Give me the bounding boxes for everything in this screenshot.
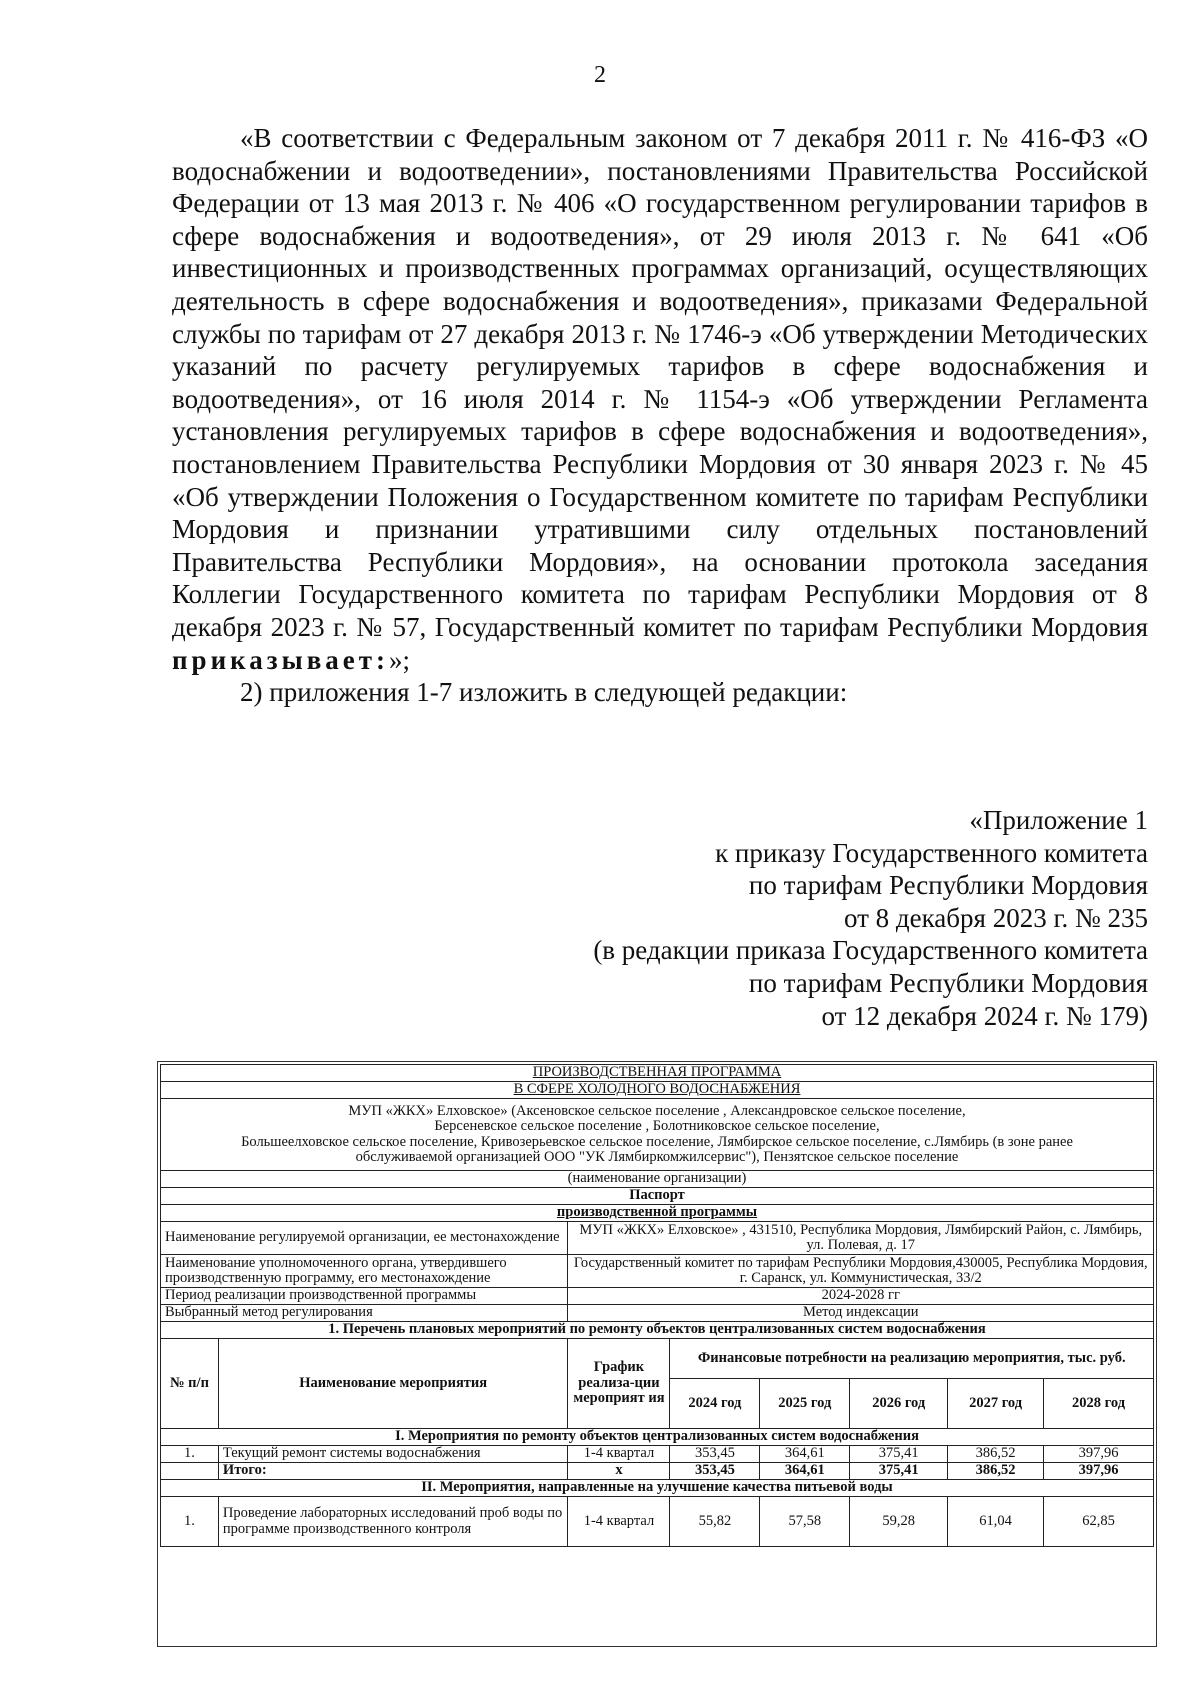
row-value: 375,41 <box>850 1446 948 1463</box>
total-row <box>161 1463 1154 1480</box>
column-header-name: Наименование мероприятия <box>218 1339 568 1429</box>
info-value: 2024-2028 гг <box>568 1288 1154 1305</box>
row-number: 1. <box>161 1497 219 1547</box>
column-header-schedule: График реализа-ции мероприят ия <box>568 1339 670 1429</box>
passport-title: Паспорт <box>161 1188 1154 1205</box>
year-header: 2027 год <box>948 1379 1044 1429</box>
info-row <box>161 1288 1154 1305</box>
row-value: 59,28 <box>850 1497 948 1547</box>
info-label: Выбранный метод регулирования <box>161 1305 568 1322</box>
appendix-line: от 8 декабря 2023 г. № 235 <box>843 902 1148 933</box>
total-empty-cell <box>161 1463 219 1480</box>
info-value: Метод индексации <box>568 1305 1154 1322</box>
preamble-bold-word: приказывает: <box>172 644 390 675</box>
table-subtitle: В СФЕРЕ ХОЛОДНОГО ВОДОСНАБЖЕНИЯ <box>161 1082 1154 1099</box>
row-value: 55,82 <box>670 1497 760 1547</box>
appendix-line: (в редакции приказа Государственного комитета <box>593 935 1148 966</box>
row-schedule: 1-4 квартал <box>568 1446 670 1463</box>
organization-line: Большеелховское сельское поселение, Кривозерьевское сельское поселение, Лямбирское сельское поселение, с.Лямбирь (в зоне ранее <box>241 1133 1073 1150</box>
year-header: 2025 год <box>760 1379 850 1429</box>
appendix-line: к приказу Государственного комитета <box>715 837 1148 868</box>
info-value: МУП «ЖКХ» Елховское» , 431510, Республика Мордовия, Лямбирский Район, с. Лямбирь, ул. Полевая, д. 17 <box>568 1222 1154 1255</box>
table-title-row <box>161 1065 1154 1082</box>
info-label: Наименование уполномоченного органа, утвердившего производственную программу, его местонахождение <box>161 1255 568 1288</box>
row-value: 57,58 <box>760 1497 850 1547</box>
year-header: 2024 год <box>670 1379 760 1429</box>
info-row <box>161 1255 1154 1288</box>
organization-caption-row <box>161 1171 1154 1188</box>
passport-row <box>161 1188 1154 1205</box>
appendix-line: от 12 декабря 2024 г. № 179) <box>821 1000 1148 1031</box>
organization-row <box>161 1099 1154 1171</box>
preamble-text: «В соответствии с Федеральным законом от 7 декабря 2011 г. № 416-ФЗ «О водоснабжении и водоотведении», постановлениями Правительства Российской Федерации от 13 мая 2013 г. № 406 «О государственном регулировании тарифов в сфере водоснабжения и водоотведения», от 29 июля 2013 г. № 641 «Об инвестиционных и производственных программах организаций, осуществляющих деятельность в сфере водоснабжения и водоотведения», приказами Федеральной службы по тарифам от 27 декабря 2013 г. № 1746-э «Об утверждении Методических указаний по расчету регулируемых тарифов в сфере водоснабжения и водоотведения», от 16 июля 2014 г. № 1154-э «Об утверждении Регламента установления регулируемых тарифов в сфере водоснабжения и водоотведения», постановлением Правительства Республики Мордовия от 30 января 2023 г. № 45 «Об утверждении Положения о Государственном комитете по тарифам Республики Мордовия и признании утратившими силу отдельных постановлений Правительства Республики Мордовия», на основании протокола заседания Коллегии Государственного комитета по тарифам Республики Мордовия от 8 декабря 2023 г. № 57, Государственный комитет по тарифам Республики Мордовия <box>172 123 1148 642</box>
row-name: Текущий ремонт системы водоснабжения <box>218 1446 568 1463</box>
column-header-finance: Финансовые потребности на реализацию мероприятия, тыс. руб. <box>670 1339 1154 1379</box>
subsection-row <box>161 1429 1154 1446</box>
row-schedule: 1-4 квартал <box>568 1497 670 1547</box>
row-value: 62,85 <box>1044 1497 1154 1547</box>
info-row <box>161 1222 1154 1255</box>
page-number: 2 <box>594 62 606 88</box>
subsection-row <box>161 1480 1154 1497</box>
organization-name <box>161 1099 1154 1171</box>
row-value: 353,45 <box>670 1446 760 1463</box>
row-value: 386,52 <box>948 1446 1044 1463</box>
row-value: 397,96 <box>1044 1446 1154 1463</box>
organization-line: обслуживаемой организацией ООО "УК Лямбиркомжилсервис"), Пензятское сельское поселение <box>355 1149 959 1165</box>
total-value: 375,41 <box>850 1463 948 1480</box>
info-label: Период реализации производственной программы <box>161 1288 568 1305</box>
subsection-title: I. Мероприятия по ремонту объектов централизованных систем водоснабжения <box>161 1429 1154 1446</box>
section-title-row <box>161 1322 1154 1339</box>
total-value: 386,52 <box>948 1463 1044 1480</box>
passport-subtitle: производственной программы <box>161 1205 1154 1222</box>
preamble-paragraph <box>172 122 1148 676</box>
table-subtitle-row <box>161 1082 1154 1099</box>
total-label: Итого: <box>218 1463 568 1480</box>
row-name: Проведение лабораторных исследований проб воды по программе производственного контроля <box>218 1497 568 1547</box>
main-text <box>172 122 1148 709</box>
production-program-table <box>160 1064 1154 1547</box>
subsection-title: II. Мероприятия, направленные на улучшение качества питьевой воды <box>161 1480 1154 1497</box>
total-value: 364,61 <box>760 1463 850 1480</box>
appendix-line: «Приложение 1 <box>969 805 1148 835</box>
year-header: 2026 год <box>850 1379 948 1429</box>
table-row <box>161 1446 1154 1463</box>
table-row <box>161 1497 1154 1547</box>
total-schedule: x <box>568 1463 670 1480</box>
table-title: ПРОИЗВОДСТВЕННАЯ ПРОГРАММА <box>161 1065 1154 1082</box>
column-header-number: № п/п <box>161 1339 219 1429</box>
passport-subtitle-row <box>161 1205 1154 1222</box>
year-header: 2028 год <box>1044 1379 1154 1429</box>
appendix-line: по тарифам Республики Мордовия <box>748 967 1148 998</box>
organization-line: МУП «ЖКХ» Елховское» (Аксеновское сельское поселение , Александровское сельское поселение, <box>348 1102 966 1119</box>
info-label: Наименование регулируемой организации, ее местонахождение <box>161 1222 568 1255</box>
total-value: 353,45 <box>670 1463 760 1480</box>
organization-caption: (наименование организации) <box>161 1171 1154 1188</box>
total-value: 397,96 <box>1044 1463 1154 1480</box>
info-row <box>161 1305 1154 1322</box>
appendix-header <box>448 804 1148 1032</box>
amendment-paragraph: 2) приложения 1-7 изложить в следующей редакции: <box>240 677 848 708</box>
organization-line: Берсеневское сельское поселение , Болотниковское сельское поселение, <box>434 1118 880 1134</box>
preamble-end: »; <box>389 644 411 675</box>
row-value: 61,04 <box>948 1497 1044 1547</box>
section-title: 1. Перечень плановых мероприятий по ремонту объектов централизованных систем водоснабжения <box>161 1322 1154 1339</box>
header-row <box>161 1339 1154 1379</box>
row-number: 1. <box>161 1446 219 1463</box>
appendix-line: по тарифам Республики Мордовия <box>748 870 1148 901</box>
info-value: Государственный комитет по тарифам Республики Мордовия,430005, Республика Мордовия, г. Саранск, ул. Коммунистическая, 33/2 <box>568 1255 1154 1288</box>
row-value: 364,61 <box>760 1446 850 1463</box>
